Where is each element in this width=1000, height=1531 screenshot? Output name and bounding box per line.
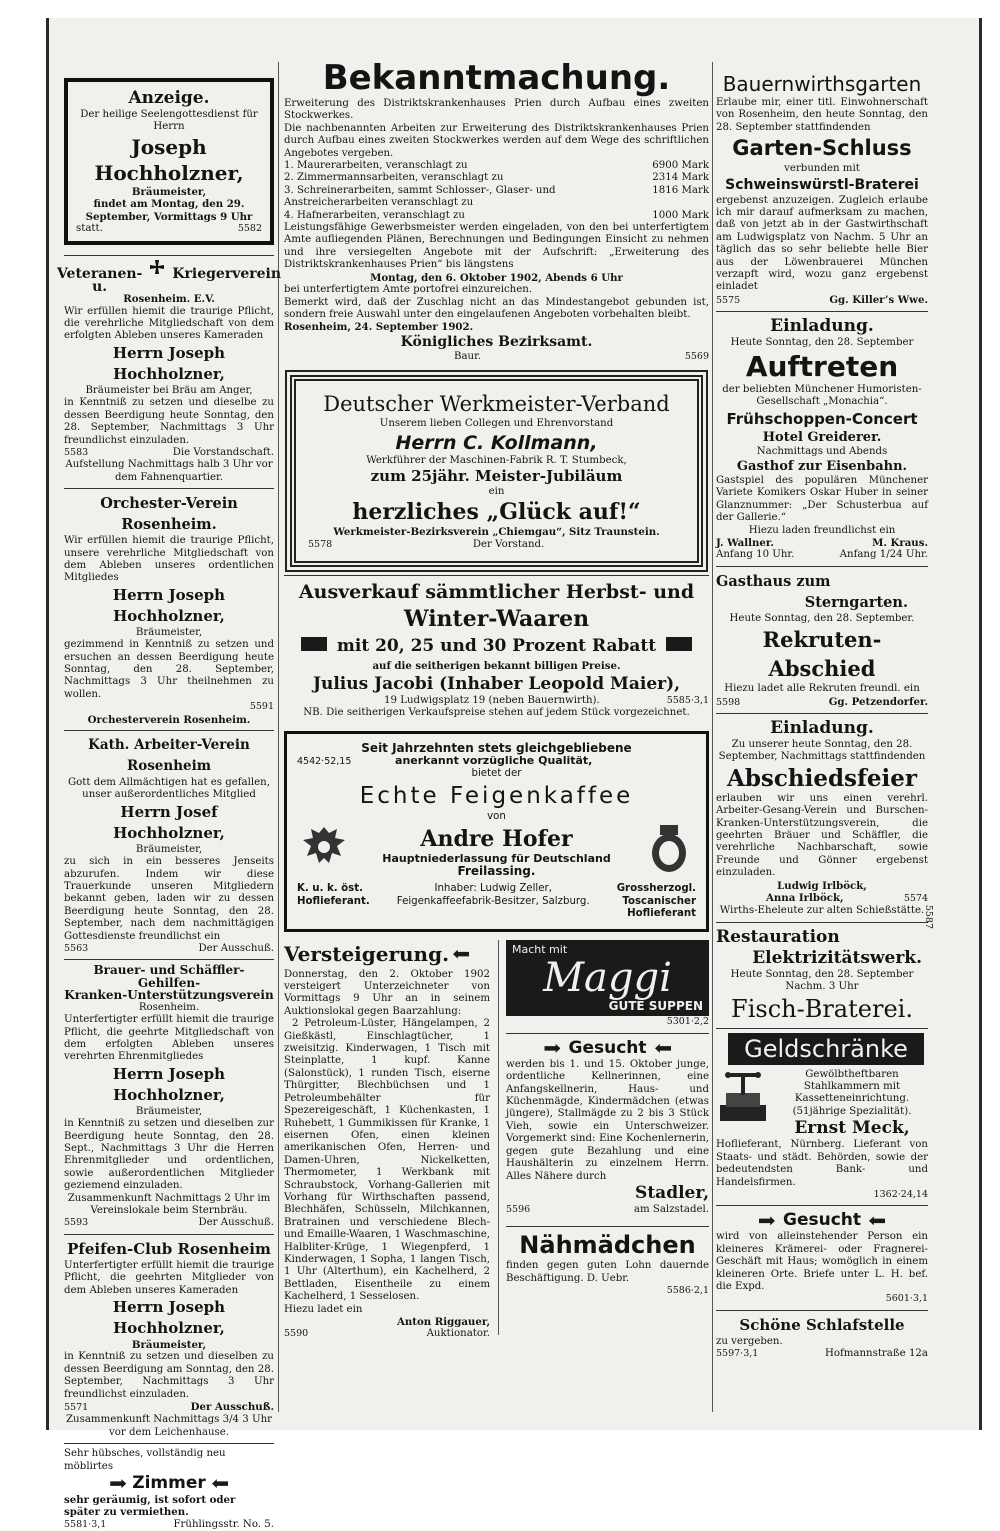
ad-text: Hiezu laden freundlichst ein (748, 524, 896, 536)
ad-separator (716, 1205, 928, 1206)
ad-text: werden bis 1. und 15. Oktober junge, ordentliche Kellnerinnen, eine Anfangskellnerin, Haus- und Küchenmägde, Kindermädchen (etwas jüngere), Stallmägde zu 2 bis 3 Stück Vieh, sowie ein Unterschweizer. Vorgemerkt sind: Eine Kochenlernerin, gegen gute Bezahlung und eine Haushälterin zu einzelnem Herrn. Alles Nähere durch (506, 1058, 709, 1182)
ad-text: zu vergeben. (716, 1335, 783, 1347)
ad-deadline: Montag, den 6. Oktober 1902, Abends 6 Uhr (370, 271, 623, 284)
ad-versteigerung (284, 940, 490, 1341)
ad-name: Herrn Joseph Hochholzner, (112, 343, 226, 383)
ad-text: K. u. k. öst. (297, 883, 363, 895)
ad-text: Gott dem Allmächtigen hat es gefallen, unser außerordentliches Mitglied (68, 777, 270, 801)
ad-feigenkaffee (284, 731, 709, 931)
ad-title: Bauernwirthsgarten (722, 72, 922, 96)
ad-title: Restauration (716, 926, 840, 947)
ad-name: Julius Jacobi (Inhaber Leopold Maier), (312, 673, 681, 694)
column-rule (712, 62, 713, 1412)
ad-text: statt. (76, 223, 103, 235)
ad-title: Gesucht (568, 1037, 647, 1058)
column-right (716, 58, 934, 1361)
ad-text: Feigenkaffeefabrik-Besitzer, Salzburg. (396, 895, 590, 907)
ad-text: Erlaube mir, einer titl. Einwohnerschaft von Rosenheim, den heute Sonntag, den 28. September stattfindenden (716, 97, 928, 133)
ad-text: Seit Jahrzehnten stets gleichgebliebene (361, 741, 632, 756)
ad-separator (716, 713, 928, 714)
ad-name: Herrn C. Kollmann, (395, 431, 598, 454)
ad-kath-arbeiter (64, 735, 274, 955)
ad-separator (506, 1033, 709, 1034)
ad-number: 5593 (64, 1217, 89, 1229)
ad-text: Unterfertigter erfüllt hiemit die traurige Pflicht, die geehrten Mitglieder von dem Ableben unseres Kameraden (64, 1259, 274, 1296)
side-number-stamp: 5587 (923, 904, 934, 929)
ad-text: wird von alleinstehender Person ein kleineres Krämerei- oder Fragnerei-Geschäft mit Haus; womöglich in einem kleineren Orte. Briefe unter L. H. bef. die Expd. (716, 1231, 928, 1292)
cost-items-list (284, 160, 709, 222)
pointing-hand-icon (869, 1216, 885, 1225)
ad-place: am Salzstadel. (633, 1203, 709, 1215)
pointing-hand-icon (544, 1044, 560, 1053)
ad-role: Bräumeister, (131, 185, 207, 198)
ad-name: Herrn Joseph Hochholzner, (112, 1064, 226, 1104)
ad-subtitle: Rosenheim. E.V. (123, 293, 215, 306)
ad-separator (506, 1226, 709, 1227)
double-eagle-crest-icon (297, 823, 351, 879)
pointing-hand-icon (110, 1479, 126, 1488)
iron-cross-icon (148, 260, 166, 278)
ad-title: Kath. Arbeiter-Verein Rosenheim (88, 737, 250, 774)
ad-separator (716, 311, 928, 312)
ad-text: Der heilige Seelengottesdienst für (80, 109, 258, 120)
ad-title: Schöne Schlafstelle (739, 1315, 905, 1334)
ad-veteranen (56, 260, 282, 484)
ad-title: Geldschränke (728, 1033, 924, 1065)
right-subcolumn (506, 940, 709, 1298)
ad-anzeige (64, 78, 274, 245)
ad-title: Ausverkauf sämmtlicher Herbst- und (298, 581, 695, 604)
ad-separator (64, 730, 274, 731)
cost-item-amount: 6900 Mark (652, 160, 709, 172)
ad-text: erlauben wir uns einen verehrl. Arbeiter-Gesang-Verein und Burschen-Kranken-Unterstützungsverein, die geehrten Bräuer und Schäffler, die verehrliche Nachbarschaft, sowie Freunde und Gönner ergebenst einzuladen. (716, 792, 928, 879)
ad-text: GUTE SUPPEN (608, 999, 703, 1014)
ad-number: 5591 (249, 701, 274, 713)
cost-item-label: 1. Maurerarbeiten, veranschlagt zu (284, 160, 468, 172)
ad-text: Hoflieferant (627, 908, 696, 920)
ad-title: Pfeifen-Club Rosenheim (67, 1239, 271, 1258)
ad-text: Toscanischer (622, 895, 696, 907)
ad-text: verbunden mit (784, 163, 860, 175)
ad-text: Unserem lieben Collegen und Ehrenvorstand (379, 418, 614, 430)
ad-bauernwirthsgarten (716, 72, 928, 307)
ad-text: Die nachbenannten Arbeiten zur Erweiterung des Distriktskrankenhauses Prien durch Aufbau eines zweiten Stockwerkes werden auf dem Wege des schriftlichen Angebotes vergeben. (284, 122, 709, 159)
ad-separator (64, 488, 274, 489)
ad-signature: Der Ausschuß. (190, 1401, 274, 1414)
ad-office: Königliches Bezirksamt. (400, 333, 593, 350)
ad-gesucht (506, 1038, 709, 1216)
ad-separator (716, 566, 928, 567)
royal-crest-icon (642, 823, 696, 879)
ad-text: Sehr hübsches, vollständig neu möblirtes (64, 1448, 226, 1472)
ad-number: 5596 (506, 1203, 531, 1215)
ad-title: Gasthaus zum (716, 572, 831, 590)
ad-text: bietet der (471, 768, 522, 780)
ad-maggi (506, 940, 709, 1017)
ad-pfeifen-club (64, 1239, 274, 1439)
ad-signature: Ludwig Irlböck, (777, 879, 867, 892)
ad-text: zu sich in ein besseres Jenseits abzurufen. Indem wir diese Trauerkunde unseren Mitgliedern bekannt geben, laden wir zu dessen Beerdigung heute Sonntag, den 28. September, nach dem nachmittägigen Gottesdienste freundlichst ein (64, 856, 274, 942)
ad-venue: Gasthof zur Eisenbahn. (736, 458, 908, 474)
ad-title: Anzeige. (128, 88, 210, 108)
ad-number: 5571 (64, 1402, 89, 1414)
column-middle (284, 58, 709, 1340)
ad-text: in Kenntniß zu setzen und dieselben zur Beerdigung heute Sonntag, den 28. Sept., Nachmittags 3 Uhr die Herren Ehrenmitglieder und ordentlichen, sowie außerordentlichen Mitglieder geziemend einzuladen. (64, 1118, 274, 1192)
ad-text: Anfang 1/24 Uhr. (839, 549, 928, 561)
ad-title: Gesucht (782, 1210, 861, 1231)
ad-note: Aufstellung Nachmittags halb 3 Uhr vor dem Fahnenquartier. (65, 459, 273, 483)
ad-text: ergebenst anzuzeigen. Zugleich erlaube ich mir darauf aufmerksam zu machen, daß von jetzt ab in der Gastwirthschaft am Ludwigsplatz von Nachm. 5 Uhr an täglich das so sehr beliebte helle Bier aus der Löwenbrauerei München verzapft wird, wozu ganz ergebenst einladet (716, 194, 928, 293)
ad-title: Deutscher Werkmeister-Verband (323, 392, 670, 417)
ad-headline: Rekruten-Abschied (762, 627, 882, 682)
ad-signature: M. Kraus. (872, 536, 928, 549)
ad-title: Einladung. (770, 717, 874, 738)
ad-title: Brauer- und Schäffler-Gehilfen- (93, 963, 245, 990)
ad-werkmeister (290, 375, 703, 567)
ad-text: Nachmittags und Abends (756, 445, 888, 457)
ad-text: Hoflieferant. (297, 895, 370, 907)
ad-number: 5586·2,1 (666, 1285, 709, 1297)
ad-headline: Auftreten (745, 349, 899, 383)
ad-number: 5597·3,1 (716, 1348, 759, 1360)
ad-separator (284, 575, 709, 576)
ad-text: Freilassing. (457, 864, 536, 879)
black-bar (301, 637, 327, 651)
ad-text: in Kenntniß zu setzen und dieselben zu dessen Beerdigung am Sonntag, den 28. September, Nachmittags 3 Uhr freundlichst einzuladen. (64, 1351, 274, 1400)
ad-separator (716, 1310, 928, 1311)
ad-role: Bräumeister, (131, 1339, 207, 1351)
ad-separator (64, 255, 274, 256)
ad-text: Werkmeister-Bezirksverein „Chiemgau“, Sitz Traunstein. (333, 526, 660, 539)
ad-text: Heute Sonntag, den 28. September. (729, 612, 915, 624)
ad-headline: Frühschoppen-Concert (726, 409, 918, 428)
ad-name: Joseph Hochholzner, (94, 134, 244, 185)
column-rule (278, 62, 279, 1412)
cost-item-amount: 1000 Mark (652, 209, 709, 221)
ad-text: Wirths-Eheleute zur alten Schießstätte. (719, 905, 925, 917)
page-left-edge (46, 18, 49, 1430)
ad-text: Gastspiel des populären Münchener Variete Komikers Oskar Huber in seiner Glanznummer: „Der Schusterbua auf der Gallerie.“ (716, 474, 928, 524)
ad-signature: Der Vorstand. (472, 538, 545, 550)
ad-number: 1362·24,14 (873, 1188, 928, 1200)
ad-naehmaedchen (506, 1231, 709, 1297)
ad-headline: Fisch-Braterei. (731, 994, 913, 1023)
cost-item-row (284, 160, 709, 172)
ad-text: anerkannt vorzügliche Qualität, (395, 753, 593, 767)
ad-text: herzliches „Glück auf!“ (352, 499, 641, 526)
ad-text: Hoflieferant, Nürnberg. Lieferant von Staats- und städt. Behörden, sowie der bedeutendsten Bank- und Handelsfirmen. (716, 1139, 928, 1188)
ad-signature: Gg. Petzendorfer. (828, 695, 928, 708)
ad-gesucht-geschaeft (716, 1210, 928, 1305)
ad-title: Kriegerverein (172, 266, 282, 283)
ad-role: Bräumeister, (135, 1105, 203, 1117)
ad-name: Andre Hofer (420, 825, 573, 852)
ad-text: Inhaber: Ludwig Zeller, (434, 883, 552, 895)
ad-number: 5301·2,2 (666, 1016, 709, 1028)
pointing-hand-icon (212, 1479, 228, 1488)
ad-signature: Die Vorstandschaft. (172, 446, 274, 458)
ad-einladung-abschiedsfeier (716, 718, 928, 918)
ad-text: ein (488, 485, 505, 497)
pointing-hand-icon (759, 1216, 775, 1225)
ad-text: Hauptniederlassung für Deutschland (382, 851, 611, 865)
ad-headline: Garten-Schluss (732, 136, 912, 161)
ad-role: Bräumeister bei Bräu am Anger, (85, 384, 253, 396)
cost-item-row (284, 185, 709, 210)
ad-sterngarten (716, 571, 928, 709)
ad-name: Herrn Joseph Hochholzner, (112, 1298, 226, 1337)
bottom-split (284, 940, 709, 1340)
cost-item-label: 2. Zimmermannsarbeiten, veranschlagt zu (284, 172, 504, 184)
ad-number: 5601·3,1 (885, 1293, 928, 1305)
ad-text: Zu unserer heute Sonntag, den 28. September, Nachmittags stattfindenden (718, 738, 926, 763)
ad-number: 5590 (284, 1328, 309, 1340)
ad-venue: Hotel Greiderer. (762, 429, 882, 445)
ad-place-date: Rosenheim, 24. September 1902. (284, 321, 474, 334)
ad-text: Macht mit (512, 942, 568, 956)
ad-brauer (64, 964, 274, 1229)
ad-signature: Gg. Killer’s Wwe. (829, 293, 928, 306)
cost-item-row (284, 172, 709, 184)
ad-number: 5585·3,1 (666, 694, 709, 706)
ad-text: Wir erfüllen hiemit die traurige Pflicht, die verehrliche Mitgliedschaft von dem erfolgten Ableben unseres Kameraden (64, 305, 274, 342)
ad-title: Nähmädchen (519, 1231, 696, 1260)
ad-text: Herrn (153, 121, 185, 133)
ad-text: findet am Montag, den 29. (93, 198, 245, 211)
ad-signature: Baur. (454, 350, 482, 362)
cost-item-label: 3. Schreinerarbeiten, sammt Schlosser-, Glaser- und Anstreicherarbeiten veranschlagt zu (284, 184, 556, 209)
ad-title: Sterngarten. (804, 593, 908, 611)
ad-text: auf die seitherigen bekannt billigen Preise. (372, 660, 621, 673)
ad-text: Nachm. 3 Uhr (785, 981, 859, 993)
ad-name: Ernst Meck, (794, 1118, 910, 1139)
ad-title: Bekanntmachung. (322, 58, 671, 98)
ad-text: zum 25jähr. Meister-Jubiläum (370, 466, 623, 485)
maggi-logo: Maggi (543, 955, 672, 1002)
ad-number: 5569 (684, 350, 709, 362)
page-right-edge (979, 18, 982, 1430)
black-bar (666, 637, 692, 651)
ad-number: 5574 (903, 893, 928, 905)
ad-address: Frühlingsstr. No. 5. (173, 1518, 274, 1530)
ad-name: Herrn Josef Hochholzner, (113, 802, 225, 842)
ad-number: 5575 (716, 294, 741, 306)
ad-number: 5598 (716, 696, 741, 708)
ad-text: September, Vormittags 9 Uhr (85, 210, 253, 223)
ad-schlafstelle (716, 1315, 928, 1361)
ad-separator (64, 1234, 274, 1235)
ad-text: von (487, 810, 506, 822)
ad-note: Zusammenkunft Nachmittags 2 Uhr im Vereinslokale beim Sternbräu. (67, 1192, 271, 1216)
ad-text: Anfang 10 Uhr. (716, 549, 795, 561)
copy-press-icon (716, 1069, 770, 1129)
ad-number: 5563 (64, 943, 89, 955)
ad-name: Anton Riggauer, (396, 1316, 490, 1328)
cost-item-amount: 1816 Mark (652, 184, 709, 196)
cost-item-amount: 2314 Mark (652, 172, 709, 184)
ad-title: Versteigerung. (284, 941, 450, 966)
ad-signature: Anna Irlböck, (766, 892, 844, 905)
ad-einladung-auftreten (716, 316, 928, 561)
ad-number: 5582 (237, 223, 262, 235)
ad-title: Winter-Waaren (403, 606, 590, 633)
ad-separator (716, 1028, 928, 1029)
column-left (56, 58, 282, 1531)
ad-name: Herrn Joseph Hochholzner, (112, 585, 226, 625)
ad-title: Orchester-Verein Rosenheim. (100, 495, 238, 534)
ad-address: Hofmannstraße 12a (824, 1348, 928, 1360)
ad-zimmer (64, 1448, 274, 1531)
ad-signature: Der Ausschuß. (198, 943, 274, 955)
ad-text: NB. Die seitherigen Verkaufspreise stehen auf jedem Stück vorgezeichnet. (303, 706, 690, 718)
ad-title: Echte Feigenkaffee (359, 782, 634, 809)
pointing-hand-icon (453, 950, 469, 959)
ad-text: bei unterfertigtem Amte portofrei einzureichen. (284, 284, 533, 296)
ad-ausverkauf (284, 580, 709, 719)
ad-text: gezimmend in Kenntniß zu setzen und ersuchen an dessen Beerdigung heute Sonntag, den 28. September, Nachmittags 3 Uhr theilnehmen zu wollen. (64, 639, 274, 700)
ad-role: Auktionator. (426, 1328, 490, 1340)
ad-text: Donnerstag, den 2. Oktober 1902 versteigert Unterzeichneter von Vormittags 9 Uhr an in seinem Auktionslokal gegen Baarzahlung: (284, 968, 490, 1017)
ad-orchester (64, 493, 274, 726)
ad-separator (716, 922, 928, 923)
ad-text: Bemerkt wird, daß der Zuschlag nicht an das Mindestangebot gebunden ist, sondern freie Auswahl unter den eingelaufenen Angeboten vorbehalten bleibt. (284, 296, 709, 320)
ad-number: 5581·3,1 (64, 1518, 107, 1530)
ad-bekanntmachung (284, 58, 709, 363)
ad-text: Gewölbtheftbaren Stahlkammern mit Kassetteneinrichtung. (51jährige Spezialität). (792, 1068, 912, 1117)
ad-headline: mit 20, 25 und 30 Prozent Rabatt (336, 636, 657, 657)
ad-signature: Orchesterverein Rosenheim. (87, 713, 251, 726)
ad-role: Bräumeister, (135, 843, 203, 855)
ad-text: 2 Petroleum-Lüster, Hängelampen, 2 Gießkästl, Einschlagtücher, 1 zweisitzig. Kinderwagen, 1 Tisch mit Steinplatte, 1 kupf. Kanne (Salonstück), 1 runden Tisch, eiserne Thürgitter, Blechbüchsen und 1 Petroleumbehälter für Spezereigeschäft, 1 Küchenkasten, 1 Ruhebett, 1 Gummikissen für Kranke, 1 eisernen Ofen, einen kleinen amerikanischen Ofen, Herren- und Damen-Uhren, Nickelketten, Thermometer, 1 Werkbank mit Schraubstock, Vorhang-Gallerien mit Vorhang für Wirthschaften passend, Blechhäfen, Schüsseln, Milchkannen, Bratrainen und verschiedene Blech- und Emaille-Waaren, 1 Waschmaschine, Halbliter-Krüge, 1 Wiegenpferd, 1 Kinderwagen, 1 Sopha, 1 langen Tisch, 1 Uhr (Alterthum), ein Kachelherd, 2 Bettladen, Eisentheile zu einem Kachelherd, 1 Sesselosen. (284, 1018, 490, 1303)
ad-text: Hiezu ladet ein (284, 1303, 363, 1315)
ad-separator (64, 959, 274, 960)
cost-item-row (284, 210, 709, 222)
ad-headline: Schweinswürstl-Braterei (725, 176, 919, 193)
ad-title: Zimmer (132, 1473, 206, 1494)
ad-title: Elektrizitätswerk. (752, 947, 922, 968)
ad-geldschraenke (716, 1033, 928, 1202)
ad-text: Heute Sonntag, den 28. September (730, 337, 914, 349)
ad-number: 5578 (308, 538, 333, 550)
ad-text: sehr geräumig, ist sofort oder später zu vermiethen. (64, 1494, 236, 1519)
ad-text: in Kenntniß zu setzen und dieselbe zu dessen Beerdigung heute Sonntag, den 28. September, Nachmittags 3 Uhr freundlichst einzuladen. (64, 397, 274, 446)
ad-note: Zusammenkunft Nachmittags 3/4 3 Uhr vor dem Leichenhause. (65, 1414, 273, 1438)
ad-role: Bräumeister, (135, 626, 203, 638)
ad-text: Unterfertigter erfüllt hiemit die traurige Pflicht, die geehrte Mitgliedschaft von dem erfolgten Ableben unseres verehrten Ehrenmitgliedes (64, 1014, 274, 1063)
ad-text: Hiezu ladet alle Rekruten freundl. ein (724, 683, 920, 695)
ad-text: Wir erfüllen hiemit die traurige Pflicht, unsere verehrliche Mitgliedschaft von dem Ableben unseres ordentlichen Mitgliedes (64, 535, 274, 584)
ad-text: Grossherzogl. (616, 883, 696, 895)
ad-number: 5583 (64, 446, 89, 458)
ad-text: Leistungsfähige Gewerbsmeister werden eingeladen, von den bei unterfertigtem Amte aufliegenden Plänen, Berechnungen und Bedingungen Einsicht zu nehmen und ihre versiegelten Angebote mit der Aufschrift: „Erweiterung des Distriktskrankenhauses Prien“ bis längstens (284, 222, 709, 271)
ad-text: Erweiterung des Distriktskrankenhauses Prien durch Aufbau eines zweiten Stockwerkes. (284, 98, 709, 122)
ad-signature: Der Ausschuß. (198, 1217, 274, 1229)
ad-signature: J. Wallner. (716, 536, 774, 549)
ad-name: Stadler, (635, 1182, 709, 1203)
ad-text: finden gegen guten Lohn dauernde Beschäftigung. D. Uebr. (506, 1260, 709, 1284)
cost-item-label: 4. Hafnerarbeiten, veranschlagt zu (284, 209, 465, 221)
ad-title: Einladung. (770, 316, 874, 337)
pointing-hand-icon (655, 1044, 671, 1053)
ad-text: der beliebten Münchener Humoristen-Gesellschaft „Monachia“. (722, 383, 922, 408)
ad-headline: Abschiedsfeier (726, 764, 918, 792)
ad-subtitle: Rosenheim. (138, 1001, 200, 1013)
ad-title: Veteranen- u. (56, 266, 143, 295)
ad-text: Werkführer der Maschinen-Fabrik R. T. Stumbeck, (366, 454, 627, 466)
ad-title: Kranken-Unterstützungsverein (64, 988, 274, 1003)
ad-number: 4542·52,15 (297, 755, 352, 767)
ad-text: Heute Sonntag, den 28. September (730, 968, 914, 980)
column-rule (498, 940, 499, 1335)
ad-address: 19 Ludwigsplatz 19 (neben Bauernwirth). (384, 694, 600, 706)
